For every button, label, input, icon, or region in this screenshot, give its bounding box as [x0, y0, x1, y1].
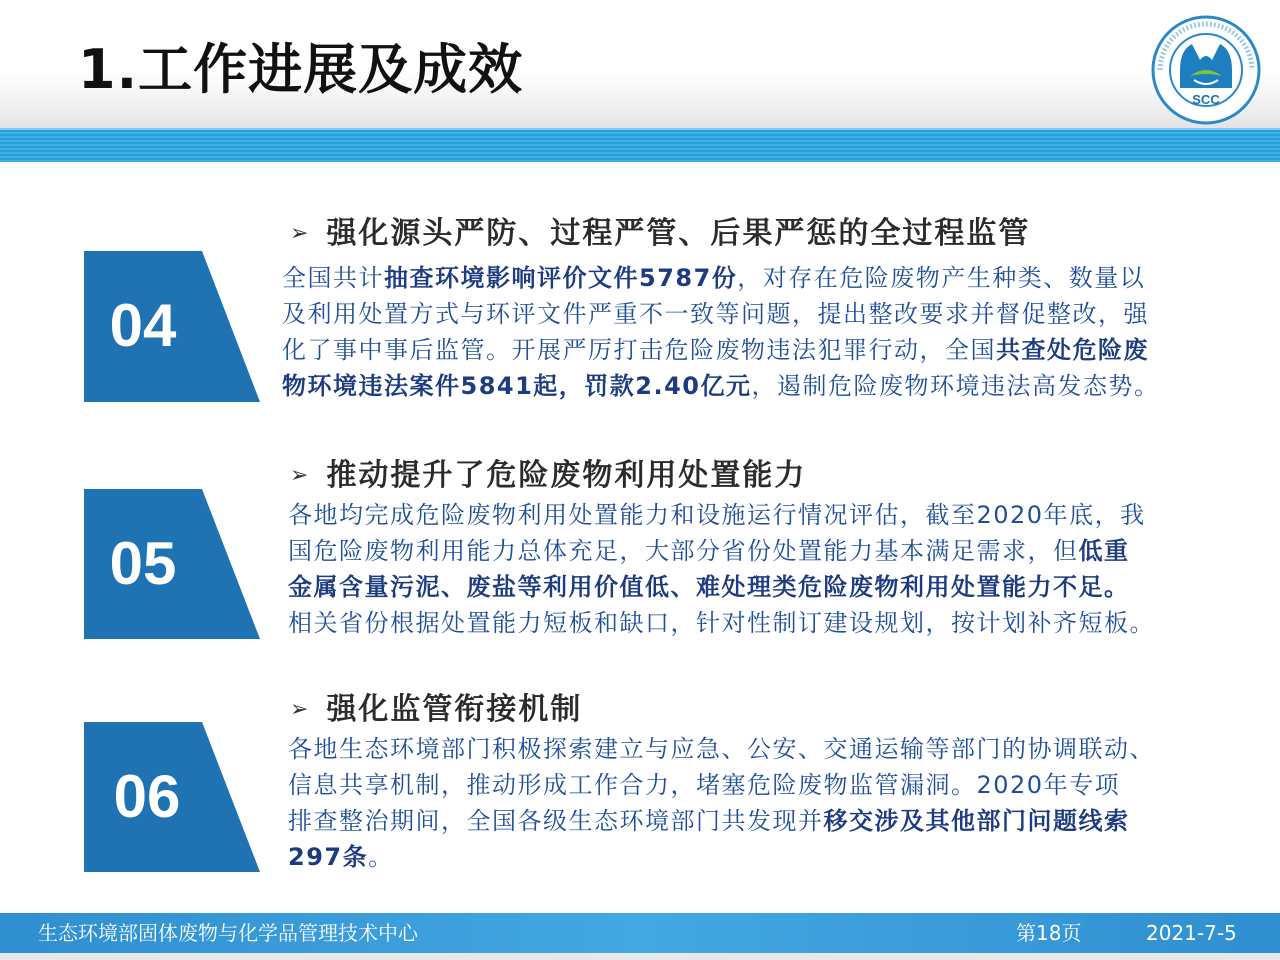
body-line [282, 296, 1149, 332]
scc-logo [1150, 14, 1262, 126]
section-heading: ➢ 强化监管衔接机制 [290, 692, 583, 727]
section-heading: ➢ 推动提升了危险废物利用处置能力 [290, 458, 807, 493]
body-line [282, 260, 1145, 296]
body-text: 。 [368, 843, 394, 871]
footer-edge [0, 953, 1280, 960]
body-line [288, 605, 1155, 641]
body-line [282, 332, 1149, 368]
body-text: ，遏制危险废物环境违法高发态势。 [751, 372, 1160, 400]
body-text: 及利用处置方式与环评文件严重不一致等问题，提出整改要求并督促整改，强 [282, 300, 1149, 328]
footer-bar [0, 913, 1280, 953]
highlight-text: 低重 [1078, 537, 1130, 565]
header-band [0, 128, 1280, 162]
body-line [282, 368, 1160, 404]
page-title: 1.工作进展及成效 [78, 38, 524, 101]
chevron-right-icon: ➢ [290, 697, 311, 722]
highlight-text: 297条 [288, 843, 369, 871]
section-number: 05 [109, 530, 177, 597]
chevron-right-icon: ➢ [290, 463, 311, 488]
highlight-text: 移交涉及其他部门问题线索 [823, 807, 1130, 835]
logo-abbr: SCC [1192, 92, 1220, 107]
body-text: 各地均完成危险废物利用处置能力和设施运行情况评估，截至2020年底，我 [288, 501, 1146, 529]
body-line [288, 533, 1130, 569]
number-badge [84, 251, 260, 402]
body-text: 化了事中事后监管。开展严厉打击危险废物违法犯罪行动，全国 [282, 336, 996, 364]
highlight-text: 金属含量污泥、废盐等利用价值低、难处理类危险废物利用处置能力不足。 [288, 573, 1130, 601]
body-line [288, 497, 1146, 533]
body-text: 排查整治期间，全国各级生态环境部门共发现并 [288, 807, 824, 835]
highlight-text: 抽查环境影响评价文件5787份 [384, 264, 738, 292]
section-number: 06 [113, 763, 181, 830]
body-line [288, 767, 1120, 803]
footer-org: 生态环境部固体废物与化学品管理技术中心 [38, 921, 418, 945]
body-text: 各地生态环境部门积极探索建立与应急、公安、交通运输等部门的协调联动、 [288, 735, 1155, 763]
number-badge [84, 489, 260, 639]
highlight-text: 物环境违法案件5841起，罚款2.40亿元 [282, 372, 752, 400]
body-text: 全国共计 [282, 264, 384, 292]
highlight-text: 共查处危险废 [996, 336, 1149, 364]
body-text: ，对存在危险废物产生种类、数量以 [737, 264, 1146, 292]
page-number: 第18页 [1016, 921, 1082, 945]
body-line [288, 569, 1130, 605]
body-line [288, 731, 1155, 767]
body-text: 国危险废物利用能力总体充足，大部分省份处置能力基本满足需求，但 [288, 537, 1079, 565]
body-line [288, 839, 394, 875]
number-badge [84, 722, 260, 872]
section-heading: ➢ 强化源头严防、过程严管、后果严惩的全过程监管 [290, 216, 1031, 251]
section-number: 04 [109, 292, 177, 359]
body-text: 信息共享机制，推动形成工作合力，堵塞危险废物监管漏洞。2020年专项 [288, 771, 1121, 799]
chevron-right-icon: ➢ [290, 221, 311, 246]
body-line [288, 803, 1130, 839]
footer-date: 2021-7-5 [1146, 921, 1237, 945]
body-text: 相关省份根据处置能力短板和缺口，针对性制订建设规划，按计划补齐短板。 [288, 609, 1155, 637]
